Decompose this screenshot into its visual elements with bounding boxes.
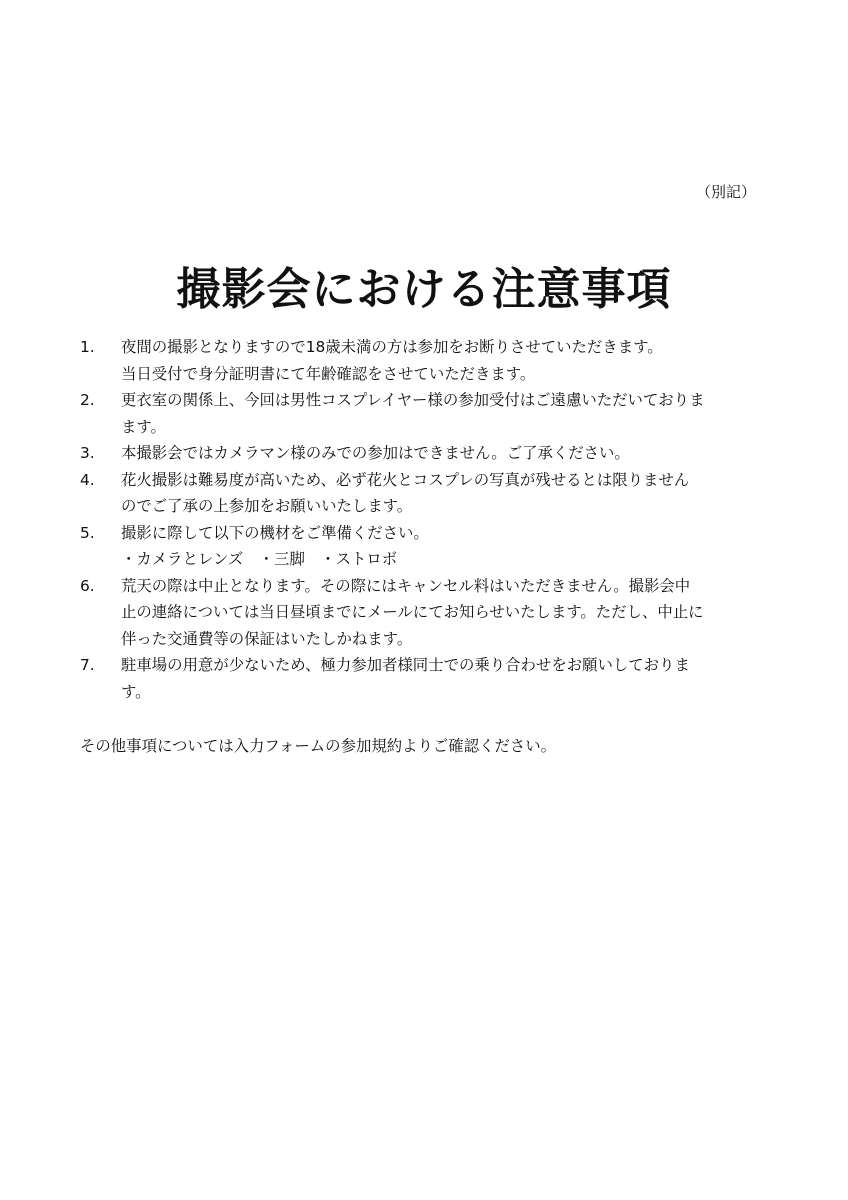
notice-line: 止の連絡については当日昼頃までにメールにてお知らせいたします。ただし、中止に — [121, 603, 704, 621]
notice-number: 4. — [80, 470, 95, 489]
notice-line: 夜間の撮影となりますので18歳未満の方は参加をお断りさせていただきます。 — [121, 338, 663, 356]
notice-line: 駐車場の用意が少ないため、極力参加者様同士での乗り合わせをお願いしておりま — [121, 656, 690, 674]
equipment-list: ・カメラとレンズ ・三脚 ・ストロボ — [121, 550, 398, 568]
notice-line: 更衣室の関係上、今回は男性コスプレイヤー様の参加受付はご遠慮いただいておりま — [121, 391, 705, 409]
notice-line: 撮影に際して以下の機材をご準備ください。 — [121, 523, 429, 542]
notice-number: 3. — [80, 444, 95, 462]
notice-item-4 — [80, 467, 780, 520]
page-title: 撮影会における注意事項 — [176, 264, 672, 316]
notice-line: 当日受付で身分証明書にて年齢確認をさせていただきます。 — [121, 364, 536, 383]
notice-line: 本撮影会ではカメラマン様のみでの参加はできません。ご了承ください。 — [121, 444, 630, 462]
notice-item-6 — [80, 573, 780, 653]
notice-number: 6. — [80, 576, 95, 595]
notice-item-2 — [80, 387, 780, 440]
notice-line: 伴った交通費等の保証はいたしかねます。 — [121, 629, 413, 648]
notice-item-7 — [80, 652, 780, 705]
notice-number: 1. — [80, 338, 95, 356]
notice-line: 花火撮影は難易度が高いため、必ず花火とコスプレの写真が残せるとは限りません — [121, 470, 690, 489]
notice-list — [80, 334, 780, 705]
notice-line: ます。 — [121, 417, 166, 436]
notice-number: 7. — [80, 656, 95, 674]
notice-line: 荒天の際は中止となります。その際にはキャンセル料はいただきません。撮影会中 — [121, 576, 691, 595]
footer-note: その他事項については入力フォームの参加規約よりご確認ください。 — [80, 737, 557, 756]
notice-number: 5. — [80, 523, 95, 542]
notice-number: 2. — [80, 391, 95, 409]
annex-label: （別記） — [695, 183, 756, 201]
notice-item-3 — [80, 440, 780, 467]
notice-line: す。 — [121, 682, 151, 701]
notice-line: のでご了承の上参加をお願いいたします。 — [121, 497, 413, 515]
notice-item-1 — [80, 334, 780, 387]
notice-item-5 — [80, 520, 780, 573]
